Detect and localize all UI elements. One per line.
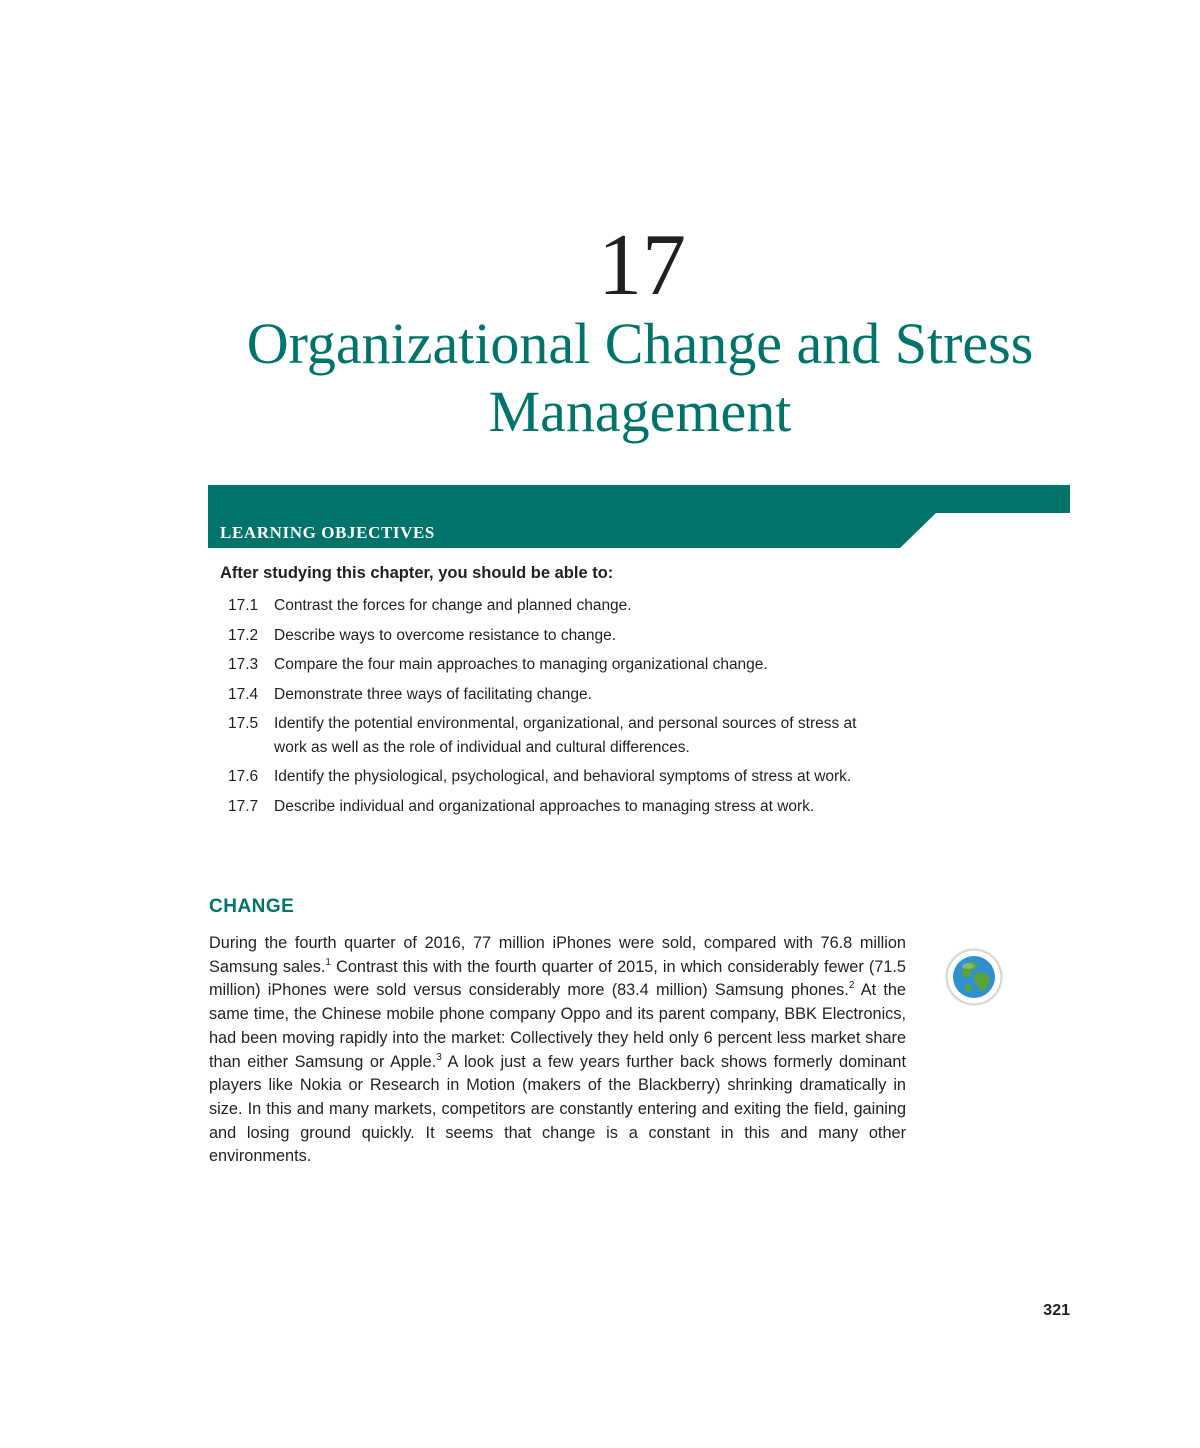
globe-icon [943, 946, 1005, 1008]
objective-text: Describe individual and organizational approaches to managing stress at work. [274, 797, 815, 815]
objective-number: 17.7 [228, 797, 259, 815]
learning-objectives-banner [208, 485, 1070, 548]
objective-text: Describe ways to overcome resistance to change. [274, 626, 617, 644]
learning-objective-item [228, 683, 888, 707]
chapter-number: 17 [598, 217, 686, 314]
objective-text: Identify the potential environmental, organizational, and personal sources of stress at work as well as the role of individual and cultural differences. [274, 715, 857, 756]
objective-number: 17.1 [228, 597, 259, 614]
learning-objective-item [228, 765, 888, 789]
chapter-title: Organizational Change and Stress Management [246, 311, 1034, 444]
objective-text: Compare the four main approaches to managing organizational change. [274, 656, 768, 673]
learning-objectives-intro: After studying this chapter, you should be able to: [220, 564, 614, 582]
objective-number: 17.5 [228, 715, 259, 732]
footnote-ref[interactable]: 2 [848, 980, 855, 992]
footnote-ref[interactable]: 1 [325, 956, 331, 968]
objective-number: 17.2 [228, 626, 259, 644]
paragraph-text: At the same time, the Chinese mobile phone company Oppo and its parent company, BBK Electronics, had been moving rapidly into the market: Collectively they held only 6 percent less market share than either Samsung or Apple. [209, 981, 906, 1071]
objective-text: Identify the physiological, psychological, and behavioral symptoms of stress at work. [274, 768, 852, 785]
learning-objective-item [228, 795, 888, 819]
paragraph-text: During the fourth quarter of 2016, 77 million iPhones were sold, compared with 76.8 million Samsung sales. [209, 934, 906, 976]
section-heading: CHANGE [209, 896, 295, 917]
learning-objective-item [228, 624, 888, 648]
objective-number: 17.3 [228, 656, 259, 673]
objective-text: Demonstrate three ways of facilitating change. [274, 685, 592, 703]
learning-objectives-heading: LEARNING OBJECTIVES [220, 523, 435, 542]
paragraph-text: Contrast this with the fourth quarter of 2015, in which considerably fewer (71.5 million) iPhones were sold versus considerably more (83.4 million) Samsung phones. [209, 957, 906, 1000]
body-paragraph [209, 932, 906, 1169]
learning-objectives-list [228, 594, 888, 824]
paragraph-text: A look just a few years further back shows formerly dominant players like Nokia or Research in Motion (makers of the Blackberry) shrinking dramatically in size. In this and many markets, competitors are constantly entering and exiting the field, gaining and losing ground quickly. It seems that change is a constant in this and many other environments. [209, 1052, 906, 1166]
page-number: 321 [1043, 1302, 1070, 1319]
objective-number: 17.4 [228, 685, 259, 703]
objective-number: 17.6 [228, 768, 259, 785]
objective-text: Contrast the forces for change and planned change. [274, 597, 632, 614]
learning-objective-item [228, 594, 888, 618]
learning-objective-item [228, 653, 888, 677]
footnote-ref[interactable]: 3 [436, 1051, 442, 1063]
learning-objective-item [228, 712, 888, 759]
